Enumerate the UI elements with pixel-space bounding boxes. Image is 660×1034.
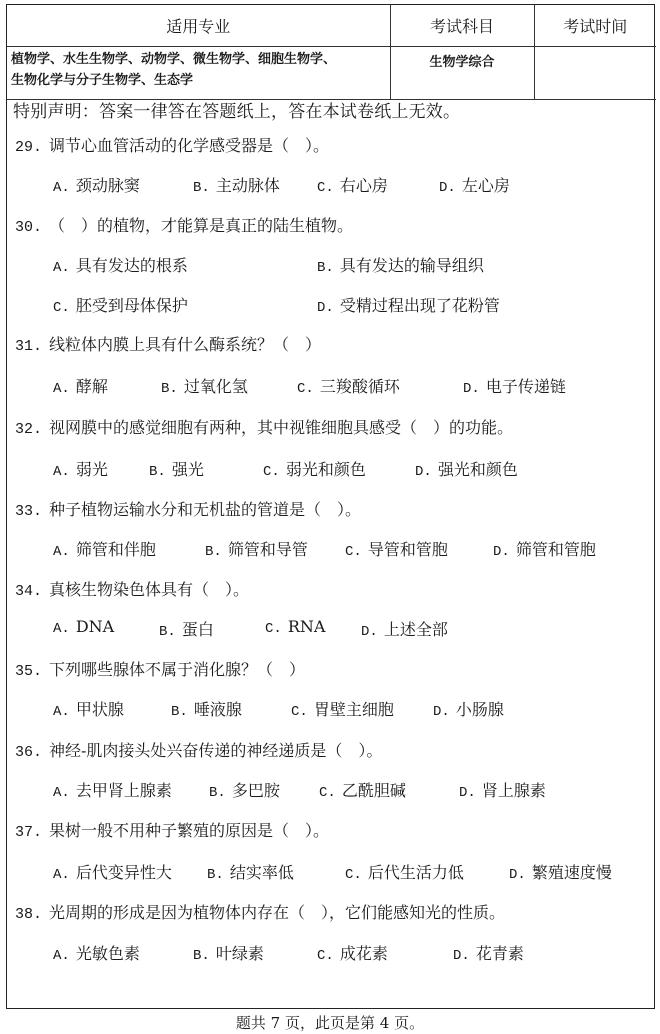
option-a: A. 颈动脉窦: [53, 176, 140, 196]
option-c: C. 胃壁主细胞: [291, 700, 394, 720]
exam-sheet: [6, 4, 655, 1009]
option-c: C. 弱光和颜色: [263, 460, 366, 480]
question-31: [15, 332, 321, 355]
question-number: 29.: [15, 139, 43, 156]
header-subject-label: 考试科目: [390, 5, 534, 47]
options-29: [53, 173, 653, 195]
question-text: 果树一般不用种子繁殖的原因是（ ）。: [49, 821, 330, 840]
question-text: 神经-肌肉接头处兴奋传递的神经递质是（ ）。: [49, 741, 383, 760]
option-c: C. 胚受到母体保护: [53, 296, 188, 316]
option-a: A. 去甲肾上腺素: [53, 781, 172, 801]
question-text: 视网膜中的感觉细胞有两种，其中视锥细胞具感受（ ）的功能。: [49, 418, 514, 437]
question-30: [15, 213, 353, 236]
option-d: D. 上述全部: [361, 620, 448, 640]
majors-cell: [7, 47, 390, 100]
question-37: [15, 818, 329, 841]
subject-value: 生物学综合: [390, 47, 534, 100]
question-number: 31.: [15, 338, 43, 355]
question-number: 34.: [15, 583, 43, 600]
question-number: 35.: [15, 663, 43, 680]
option-b: B. 过氧化氢: [161, 377, 248, 397]
option-b: B. 叶绿素: [193, 944, 264, 964]
question-35: [15, 657, 305, 680]
option-b: B. 多巴胺: [209, 781, 280, 801]
option-b: B. 唾液腺: [171, 700, 242, 720]
special-notice: 特别声明：答案一律答在答题纸上，答在本试卷纸上无效。: [13, 102, 461, 122]
question-38: [15, 900, 505, 923]
option-d: D. 花青素: [453, 944, 524, 964]
option-c: C. 三羧酸循环: [297, 377, 400, 397]
question-number: 38.: [15, 906, 43, 923]
option-a: A. 光敏色素: [53, 944, 140, 964]
question-number: 37.: [15, 824, 43, 841]
option-b: B. 蛋白: [159, 620, 214, 640]
option-a: A. 具有发达的根系: [53, 256, 188, 276]
question-text: 调节心血管活动的化学感受器是（ ）。: [49, 136, 330, 155]
page-footer: 题共 7 页，此页是第 4 页。: [235, 1014, 425, 1032]
question-33: [15, 497, 361, 520]
options-38: [53, 941, 653, 963]
options-36: [53, 778, 653, 800]
question-32: [15, 415, 513, 438]
options-33: [53, 537, 653, 559]
option-a: A. DNA: [53, 617, 115, 637]
options-31: [53, 374, 653, 396]
option-a: A. 酵解: [53, 377, 108, 397]
majors-line-1: 植物学、水生生物学、动物学、微生物学、细胞生物学、: [11, 52, 337, 67]
option-c: C. RNA: [265, 617, 326, 637]
question-text: 种子植物运输水分和无机盐的管道是（ ）。: [49, 500, 362, 519]
options-35: [53, 697, 653, 719]
question-text: 真核生物染色体具有（ ）。: [49, 580, 250, 599]
option-c: C. 后代生活力低: [345, 863, 464, 883]
question-29: [15, 133, 329, 156]
question-number: 33.: [15, 503, 43, 520]
option-a: A. 筛管和伴胞: [53, 540, 156, 560]
option-a: A. 弱光: [53, 460, 108, 480]
header-time-label: 考试时间: [534, 5, 656, 47]
option-c: C. 右心房: [317, 176, 388, 196]
question-number: 32.: [15, 421, 43, 438]
options-32: [53, 457, 653, 479]
question-number: 30.: [15, 219, 43, 236]
option-b: B. 强光: [149, 460, 204, 480]
header-major-label: 适用专业: [7, 5, 390, 47]
option-b: B. 主动脉体: [193, 176, 280, 196]
option-a: A. 后代变异性大: [53, 863, 172, 883]
option-d: D. 小肠腺: [433, 700, 504, 720]
options-30-row1: [53, 253, 653, 275]
option-d: D. 左心房: [439, 176, 510, 196]
options-37: [53, 860, 653, 882]
question-36: [15, 738, 382, 761]
options-34: [53, 617, 653, 639]
majors-line-2: 生物化学与分子生物学、生态学: [11, 73, 194, 88]
question-34: [15, 577, 249, 600]
option-c: C. 导管和管胞: [345, 540, 448, 560]
option-d: D. 筛管和管胞: [493, 540, 596, 560]
option-c: C. 乙酰胆碱: [319, 781, 406, 801]
time-value: [534, 47, 656, 100]
option-d: D. 繁殖速度慢: [509, 863, 612, 883]
option-c: C. 成花素: [317, 944, 388, 964]
question-text: 下列哪些腺体不属于消化腺？（ ）: [49, 660, 306, 679]
option-b: B. 筛管和导管: [205, 540, 308, 560]
option-d: D. 电子传递链: [463, 377, 566, 397]
question-text: （ ）的植物，才能算是真正的陆生植物。: [49, 216, 354, 235]
options-30-row2: [53, 293, 653, 315]
option-b: B. 结实率低: [207, 863, 294, 883]
option-d: D. 肾上腺素: [459, 781, 546, 801]
exam-header-table: [7, 5, 656, 100]
question-number: 36.: [15, 744, 43, 761]
option-d: D. 强光和颜色: [415, 460, 518, 480]
question-text: 光周期的形成是因为植物体内存在（ ），它们能感知光的性质。: [49, 903, 506, 922]
option-d: D. 受精过程出现了花粉管: [317, 296, 500, 316]
option-b: B. 具有发达的输导组织: [317, 256, 484, 276]
question-text: 线粒体内膜上具有什么酶系统？（ ）: [49, 335, 322, 354]
option-a: A. 甲状腺: [53, 700, 124, 720]
